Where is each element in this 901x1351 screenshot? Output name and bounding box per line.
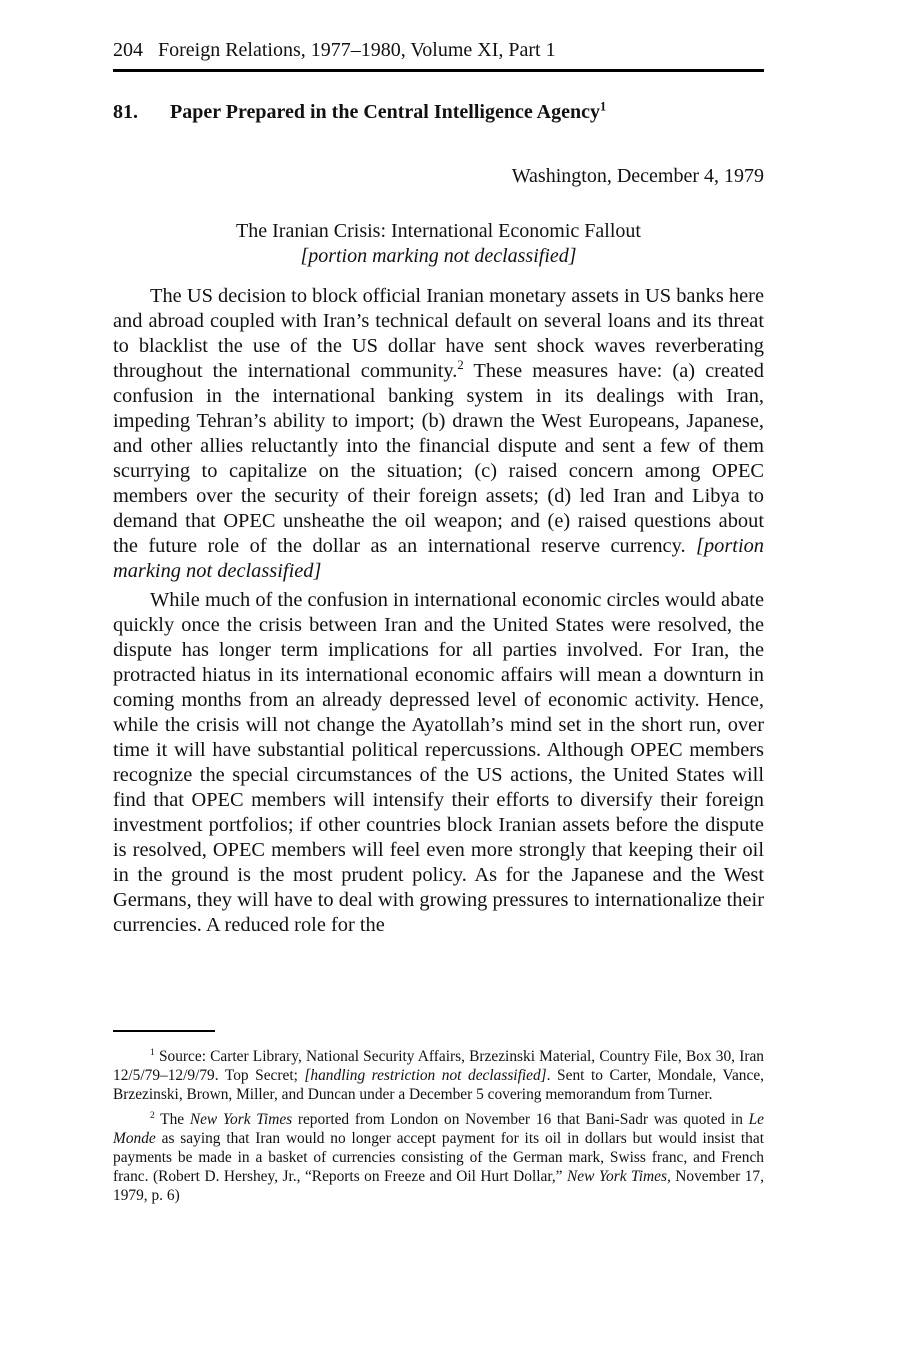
- paragraph-1-text-b: These measures have: (a) created confusion in the international banking system in its dealings with Iran, impeding Tehran’s ability to import; (b) drawn the West Europeans, Japanese, and other allies reluctantly into the financial dispute and sent a few of them scurrying to capitalize on the situation; (c) raised concern among OPEC members over the security of their foreign assets; (d) led Iran and Libya to demand that OPEC unsheathe the oil weapon; and (e) raised questions about the future role of the dollar as an international reserve currency.: [113, 360, 764, 557]
- footnote-ref-2[interactable]: 2: [457, 358, 464, 373]
- footnote-1-text-b: . Sent to Carter, Mondale, Vance, Brzezinski, Brown, Miller, and Duncan under a December 5 covering memorandum from Turner.: [113, 1067, 764, 1103]
- subject-block: [113, 219, 764, 269]
- header-rule: [113, 69, 764, 72]
- footnote-2-text-b: reported from London on November 16 that Bani-Sadr was quoted in: [292, 1111, 749, 1128]
- footnote-1-text-a: Source: Carter Library, National Security Affairs, Brzezinski Material, Country File, Box 30, Iran 12/5/79–12/9/79. Top Secret;: [113, 1048, 764, 1084]
- footnote-2-italic-1: New York Times: [189, 1111, 293, 1128]
- series-title: Foreign Relations, 1977–1980, Volume XI, Part 1: [158, 39, 556, 61]
- classification-marking: [portion marking not declassified]: [300, 245, 577, 267]
- paragraph-2: While much of the confusion in international economic circles would abate quickly once the crisis between Iran and the United States were resolved, the dispute has longer term implications for all parties involved. For Iran, the protracted hiatus in its international economic affairs will mean a downturn in coming months from an already depressed level of economic activity. Hence, while the crisis will not change the Ayatollah’s mind set in the short run, over time it will have substantial political repercussions. Although OPEC members recognize the special circumstances of the US actions, the United States will find that OPEC members will intensify their efforts to diversify their foreign investment portfolios; if other countries block Iranian assets before the dispute is resolved, OPEC members will feel even more strongly that keeping their oil in the ground is the most prudent policy. As for the Japanese and the West Germans, they will have to deal with growing pressures to internationalize their currencies. A reduced role for the: [113, 589, 764, 936]
- document-title: Paper Prepared in the Central Intelligence Agency: [170, 101, 600, 123]
- footnote-2-text-d: November 17, 1979, p. 6): [113, 1168, 764, 1204]
- footnote-2-italic-2: Le Monde: [113, 1111, 764, 1147]
- footnote-2: [113, 1110, 764, 1205]
- footnote-2-number: 2: [150, 1109, 155, 1121]
- running-head: [113, 36, 764, 64]
- page-number: 204: [113, 39, 143, 61]
- body-text: [113, 284, 764, 942]
- footnote-1: [113, 1047, 764, 1104]
- paragraph-1: [113, 284, 764, 584]
- footnote-rule: [113, 1030, 215, 1032]
- footnote-2-text-c: as saying that Iran would no longer accept payment for its oil in dollars but would insist that payments be made in a basket of currencies consisting of the German mark, Swiss franc, and French franc. (Robert D. Hershey, Jr., “Reports on Freeze and Oil Hurt Dollar,”: [113, 1130, 764, 1185]
- document-number: 81.: [113, 101, 138, 123]
- subject-line: The Iranian Crisis: International Economic Fallout: [236, 220, 641, 242]
- footnote-1-number: 1: [150, 1046, 155, 1058]
- portion-marking: [portion marking not declassified]: [113, 535, 764, 582]
- paragraph-1-text-a: The US decision to block official Iranian monetary assets in US banks here and abroad coupled with Iran’s technical default on several loans and its threat to blacklist the use of the US dollar have sent shock waves reverberating throughout the international community.: [113, 285, 764, 382]
- footnote-1-marking: [handling restriction not declassified]: [304, 1067, 547, 1084]
- footnote-2-text-a: The: [154, 1111, 190, 1128]
- footnote-2-italic-3: New York Times,: [567, 1168, 671, 1185]
- footnote-ref-1[interactable]: 1: [599, 99, 607, 114]
- document-heading: [113, 98, 764, 126]
- dateline: Washington, December 4, 1979: [511, 165, 764, 187]
- footnotes: [113, 1047, 764, 1211]
